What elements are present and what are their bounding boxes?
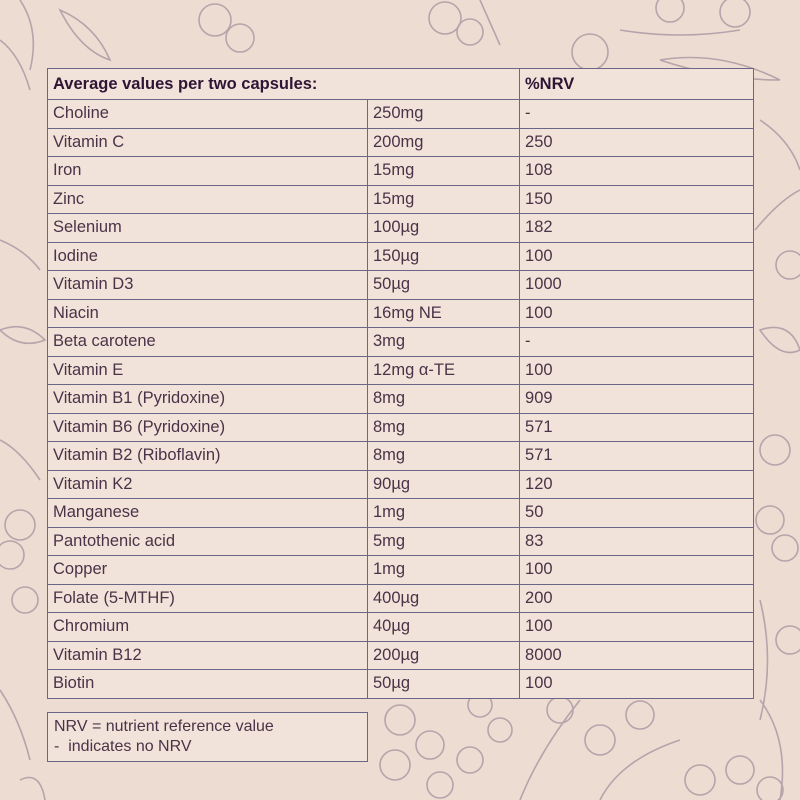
table-row (48, 584, 754, 613)
amount-cell: 12mg α-TE (368, 356, 520, 385)
amount-cell: 16mg NE (368, 299, 520, 328)
table-row (48, 299, 754, 328)
nutrient-cell: Vitamin B2 (Riboflavin) (48, 442, 368, 471)
nrv-cell: 150 (520, 185, 754, 214)
amount-cell: 8mg (368, 413, 520, 442)
nrv-cell: - (520, 100, 754, 129)
nrv-cell: 50 (520, 499, 754, 528)
table-row (48, 356, 754, 385)
nutrient-cell: Folate (5-MTHF) (48, 584, 368, 613)
nrv-cell: 1000 (520, 271, 754, 300)
nutrient-cell: Zinc (48, 185, 368, 214)
table-row (48, 185, 754, 214)
nutrient-cell: Iodine (48, 242, 368, 271)
table-row (48, 157, 754, 186)
nutrient-cell: Vitamin B12 (48, 641, 368, 670)
amount-cell: 50µg (368, 271, 520, 300)
nutrient-cell: Vitamin K2 (48, 470, 368, 499)
amount-cell: 15mg (368, 185, 520, 214)
nrv-cell: 571 (520, 442, 754, 471)
table-row (48, 242, 754, 271)
amount-cell: 5mg (368, 527, 520, 556)
table-row (48, 413, 754, 442)
table-row (48, 613, 754, 642)
table-row (48, 470, 754, 499)
nutrient-cell: Selenium (48, 214, 368, 243)
amount-cell: 90µg (368, 470, 520, 499)
table-row (48, 556, 754, 585)
amount-cell: 400µg (368, 584, 520, 613)
nutrient-cell: Niacin (48, 299, 368, 328)
nrv-cell: 100 (520, 556, 754, 585)
nutrient-cell: Iron (48, 157, 368, 186)
table-row (48, 385, 754, 414)
nutrient-cell: Biotin (48, 670, 368, 699)
amount-cell: 3mg (368, 328, 520, 357)
nutrient-cell: Chromium (48, 613, 368, 642)
nutrient-cell: Vitamin E (48, 356, 368, 385)
nrv-cell: 100 (520, 356, 754, 385)
nutrient-cell: Vitamin D3 (48, 271, 368, 300)
table-row (48, 128, 754, 157)
table-row (48, 641, 754, 670)
nrv-cell: 100 (520, 299, 754, 328)
nutrient-cell: Choline (48, 100, 368, 129)
nrv-cell: 120 (520, 470, 754, 499)
footnote-nrv-definition: NRV = nutrient reference value (54, 718, 274, 735)
nrv-cell: 250 (520, 128, 754, 157)
amount-cell: 8mg (368, 385, 520, 414)
table-row (48, 499, 754, 528)
nutrient-cell: Beta carotene (48, 328, 368, 357)
nrv-cell: 100 (520, 670, 754, 699)
header-nrv: %NRV (520, 69, 754, 100)
nrv-cell: 100 (520, 613, 754, 642)
nutrient-cell: Vitamin B1 (Pyridoxine) (48, 385, 368, 414)
nutrient-cell: Vitamin B6 (Pyridoxine) (48, 413, 368, 442)
amount-cell: 200µg (368, 641, 520, 670)
amount-cell: 200mg (368, 128, 520, 157)
amount-cell: 1mg (368, 499, 520, 528)
nrv-cell: 182 (520, 214, 754, 243)
footnote-no-nrv: - indicates no NRV (54, 738, 192, 755)
nrv-cell: 8000 (520, 641, 754, 670)
amount-cell: 100µg (368, 214, 520, 243)
table-row (48, 271, 754, 300)
header-average-values: Average values per two capsules: (48, 69, 520, 100)
nrv-cell: 571 (520, 413, 754, 442)
nrv-cell: - (520, 328, 754, 357)
amount-cell: 15mg (368, 157, 520, 186)
table-row (48, 442, 754, 471)
amount-cell: 50µg (368, 670, 520, 699)
amount-cell: 40µg (368, 613, 520, 642)
nutrient-cell: Manganese (48, 499, 368, 528)
nutrient-cell: Copper (48, 556, 368, 585)
amount-cell: 150µg (368, 242, 520, 271)
table-row (48, 328, 754, 357)
nutrient-cell: Pantothenic acid (48, 527, 368, 556)
table-row (48, 100, 754, 129)
nrv-cell: 100 (520, 242, 754, 271)
table-row (48, 214, 754, 243)
nrv-cell: 200 (520, 584, 754, 613)
nrv-cell: 83 (520, 527, 754, 556)
table-header-row (48, 69, 754, 100)
nrv-footnote (47, 712, 368, 762)
amount-cell: 8mg (368, 442, 520, 471)
nrv-cell: 108 (520, 157, 754, 186)
nutrition-table (47, 68, 754, 699)
table-row (48, 527, 754, 556)
nrv-cell: 909 (520, 385, 754, 414)
amount-cell: 1mg (368, 556, 520, 585)
amount-cell: 250mg (368, 100, 520, 129)
table-row (48, 670, 754, 699)
nutrition-table-panel (47, 68, 753, 699)
nutrient-cell: Vitamin C (48, 128, 368, 157)
